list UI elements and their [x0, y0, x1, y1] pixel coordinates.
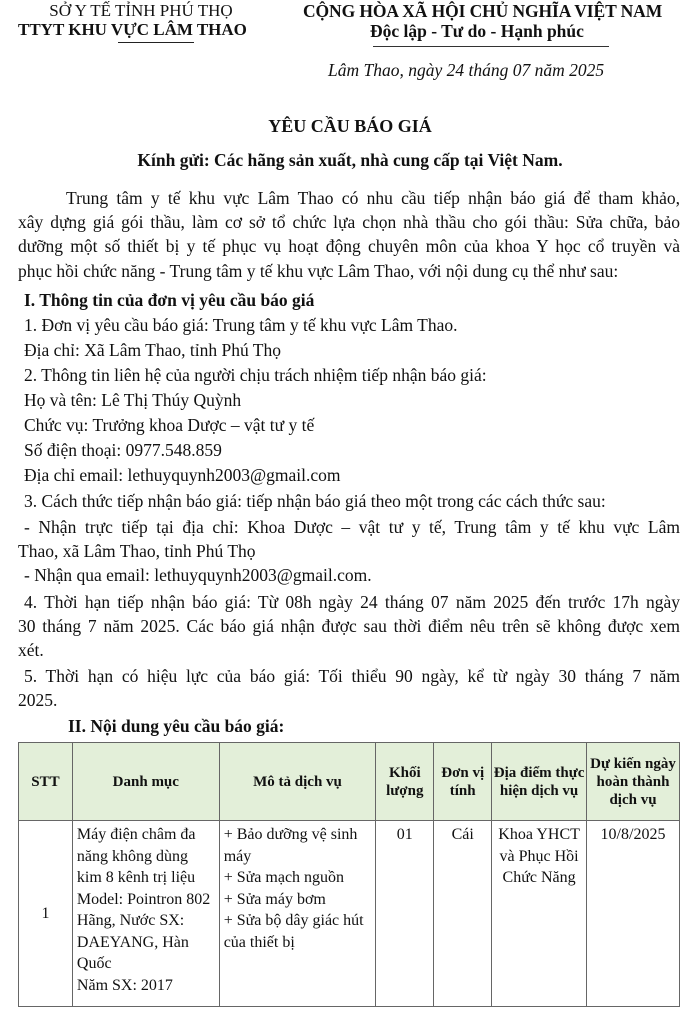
deadline-paragraph [18, 590, 680, 663]
intro-paragraph [18, 186, 680, 283]
quote-request-table [18, 742, 680, 1007]
direct-delivery-line: Thao, xã Lâm Thao, tỉnh Phú Thọ [18, 541, 256, 562]
location-value: Khoa YHCT và Phục Hồi Chức Năng [498, 826, 580, 886]
document-title: YÊU CẦU BÁO GIÁ [268, 116, 432, 136]
section2-heading: II. Nội dung yêu cầu báo giá: [68, 716, 285, 736]
deadline-line: 4. Thời hạn tiếp nhận báo giá: Từ 08h ngày 24 tháng 07 năm 2025 đến trước 17h ngày [24, 592, 680, 612]
cell-quantity [376, 821, 434, 1007]
item-manufacturer: Hãng, Nước SX: DAEYANG, Hàn Quốc [76, 912, 189, 972]
intro-line: Trung tâm y tế khu vực Lâm Thao có nhu cầu tiếp nhận báo giá để tham khảo, [66, 188, 680, 208]
col-header-unit: Đơn vị tính [434, 743, 492, 821]
cell-location [492, 821, 587, 1007]
place-date: Lâm Thao, ngày 24 tháng 07 năm 2025 [328, 60, 605, 80]
contact-email: Địa chỉ email: lethuyquynh2003@gmail.com [24, 465, 341, 485]
col-header-location: Địa điểm thực hiện dịch vụ [492, 743, 587, 821]
national-title: CỘNG HÒA XÃ HỘI CHỦ NGHĨA VIỆT NAM [303, 1, 663, 21]
direct-delivery [18, 515, 680, 563]
col-header-completion: Dự kiến ngày hoàn thành dịch vụ [587, 743, 680, 821]
service-line: + Sửa bộ dây giác hút của thiết bị [223, 912, 364, 951]
quantity-value: 01 [396, 826, 413, 843]
email-delivery: - Nhận qua email: lethuyquynh2003@gmail.com. [24, 565, 372, 585]
requesting-unit: 1. Đơn vị yêu cầu báo giá: Trung tâm y tế khu vực Lâm Thao. [24, 315, 458, 335]
intro-line: phục hồi chức năng - Trung tâm y tế khu vực Lâm Thao, với nội dung cụ thể như sau: [18, 260, 619, 281]
item-year: Năm SX: 2017 [76, 976, 173, 994]
agency-parent: SỞ Y TẾ TỈNH PHÚ THỌ [49, 1, 233, 20]
recipient-line: Kính gửi: Các hãng sản xuất, nhà cung cấp tại Việt Nam. [137, 150, 563, 170]
cell-unit [434, 821, 492, 1007]
agency-underline [118, 42, 194, 43]
direct-delivery-line: - Nhận trực tiếp tại địa chỉ: Khoa Dược – vật tư y tế, Trung tâm y tế khu vực Lâm [24, 517, 680, 537]
cell-stt [19, 821, 73, 1007]
col-header-quantity: Khối lượng [376, 743, 434, 821]
validity-line: 5. Thời hạn có hiệu lực của báo giá: Tối thiểu 90 ngày, kể từ ngày 30 tháng 7 năm [24, 666, 680, 686]
motto-underline [373, 46, 609, 47]
table-header-row [19, 743, 680, 821]
contact-info-heading: 2. Thông tin liên hệ của người chịu trách nhiệm tiếp nhận báo giá: [24, 365, 487, 385]
stt-value: 1 [41, 904, 50, 922]
intro-line: xây dựng giá gói thầu, làm cơ sở tổ chức lựa chọn nhà thầu cho gói thầu: Sửa chữa, bảo [18, 212, 680, 233]
validity-line: 2025. [18, 690, 58, 711]
item-name: Máy điện châm đa năng không dùng kim 8 kênh trị liệu [76, 826, 196, 886]
service-line: + Sửa mạch nguồn [223, 869, 345, 886]
item-model: Model: Pointron 802 [76, 890, 211, 908]
unit-address: Địa chỉ: Xã Lâm Thao, tỉnh Phú Thọ [24, 340, 281, 360]
deadline-line: xét. [18, 640, 44, 661]
validity-paragraph [18, 664, 680, 712]
col-header-service: Mô tả dịch vụ [219, 743, 376, 821]
cell-item [72, 821, 219, 1007]
service-line: + Bảo dưỡng vệ sinh máy [223, 826, 358, 865]
contact-name: Họ và tên: Lê Thị Thúy Quỳnh [24, 390, 242, 410]
unit-value: Cái [451, 826, 474, 843]
contact-position: Chức vụ: Trưởng khoa Dược – vật tư y tế [24, 415, 315, 435]
section1-heading: I. Thông tin của đơn vị yêu cầu báo giá [24, 290, 315, 310]
cell-completion [587, 821, 680, 1007]
intro-line: dưỡng một số thiết bị y tế phục vụ hoạt động chuyên môn của khoa Y học cổ truyền và [18, 236, 680, 257]
cell-service [219, 821, 376, 1007]
col-header-item: Danh mục [72, 743, 219, 821]
col-header-stt: STT [19, 743, 73, 821]
service-line: + Sửa máy bơm [223, 890, 326, 908]
completion-date-value: 10/8/2025 [600, 826, 666, 843]
table-row [19, 821, 680, 1007]
national-motto: Độc lập - Tư do - Hạnh phúc [370, 21, 584, 41]
receiving-method: 3. Cách thức tiếp nhận báo giá: tiếp nhận báo giá theo một trong các cách thức sau: [24, 491, 606, 511]
contact-phone: Số điện thoại: 0977.548.859 [24, 440, 222, 460]
deadline-line: 30 tháng 7 năm 2025. Các báo giá nhận được sau thời điểm nêu trên sẽ không được xem [18, 616, 680, 637]
agency-name: TTYT KHU VỰC LÂM THAO [18, 20, 247, 39]
